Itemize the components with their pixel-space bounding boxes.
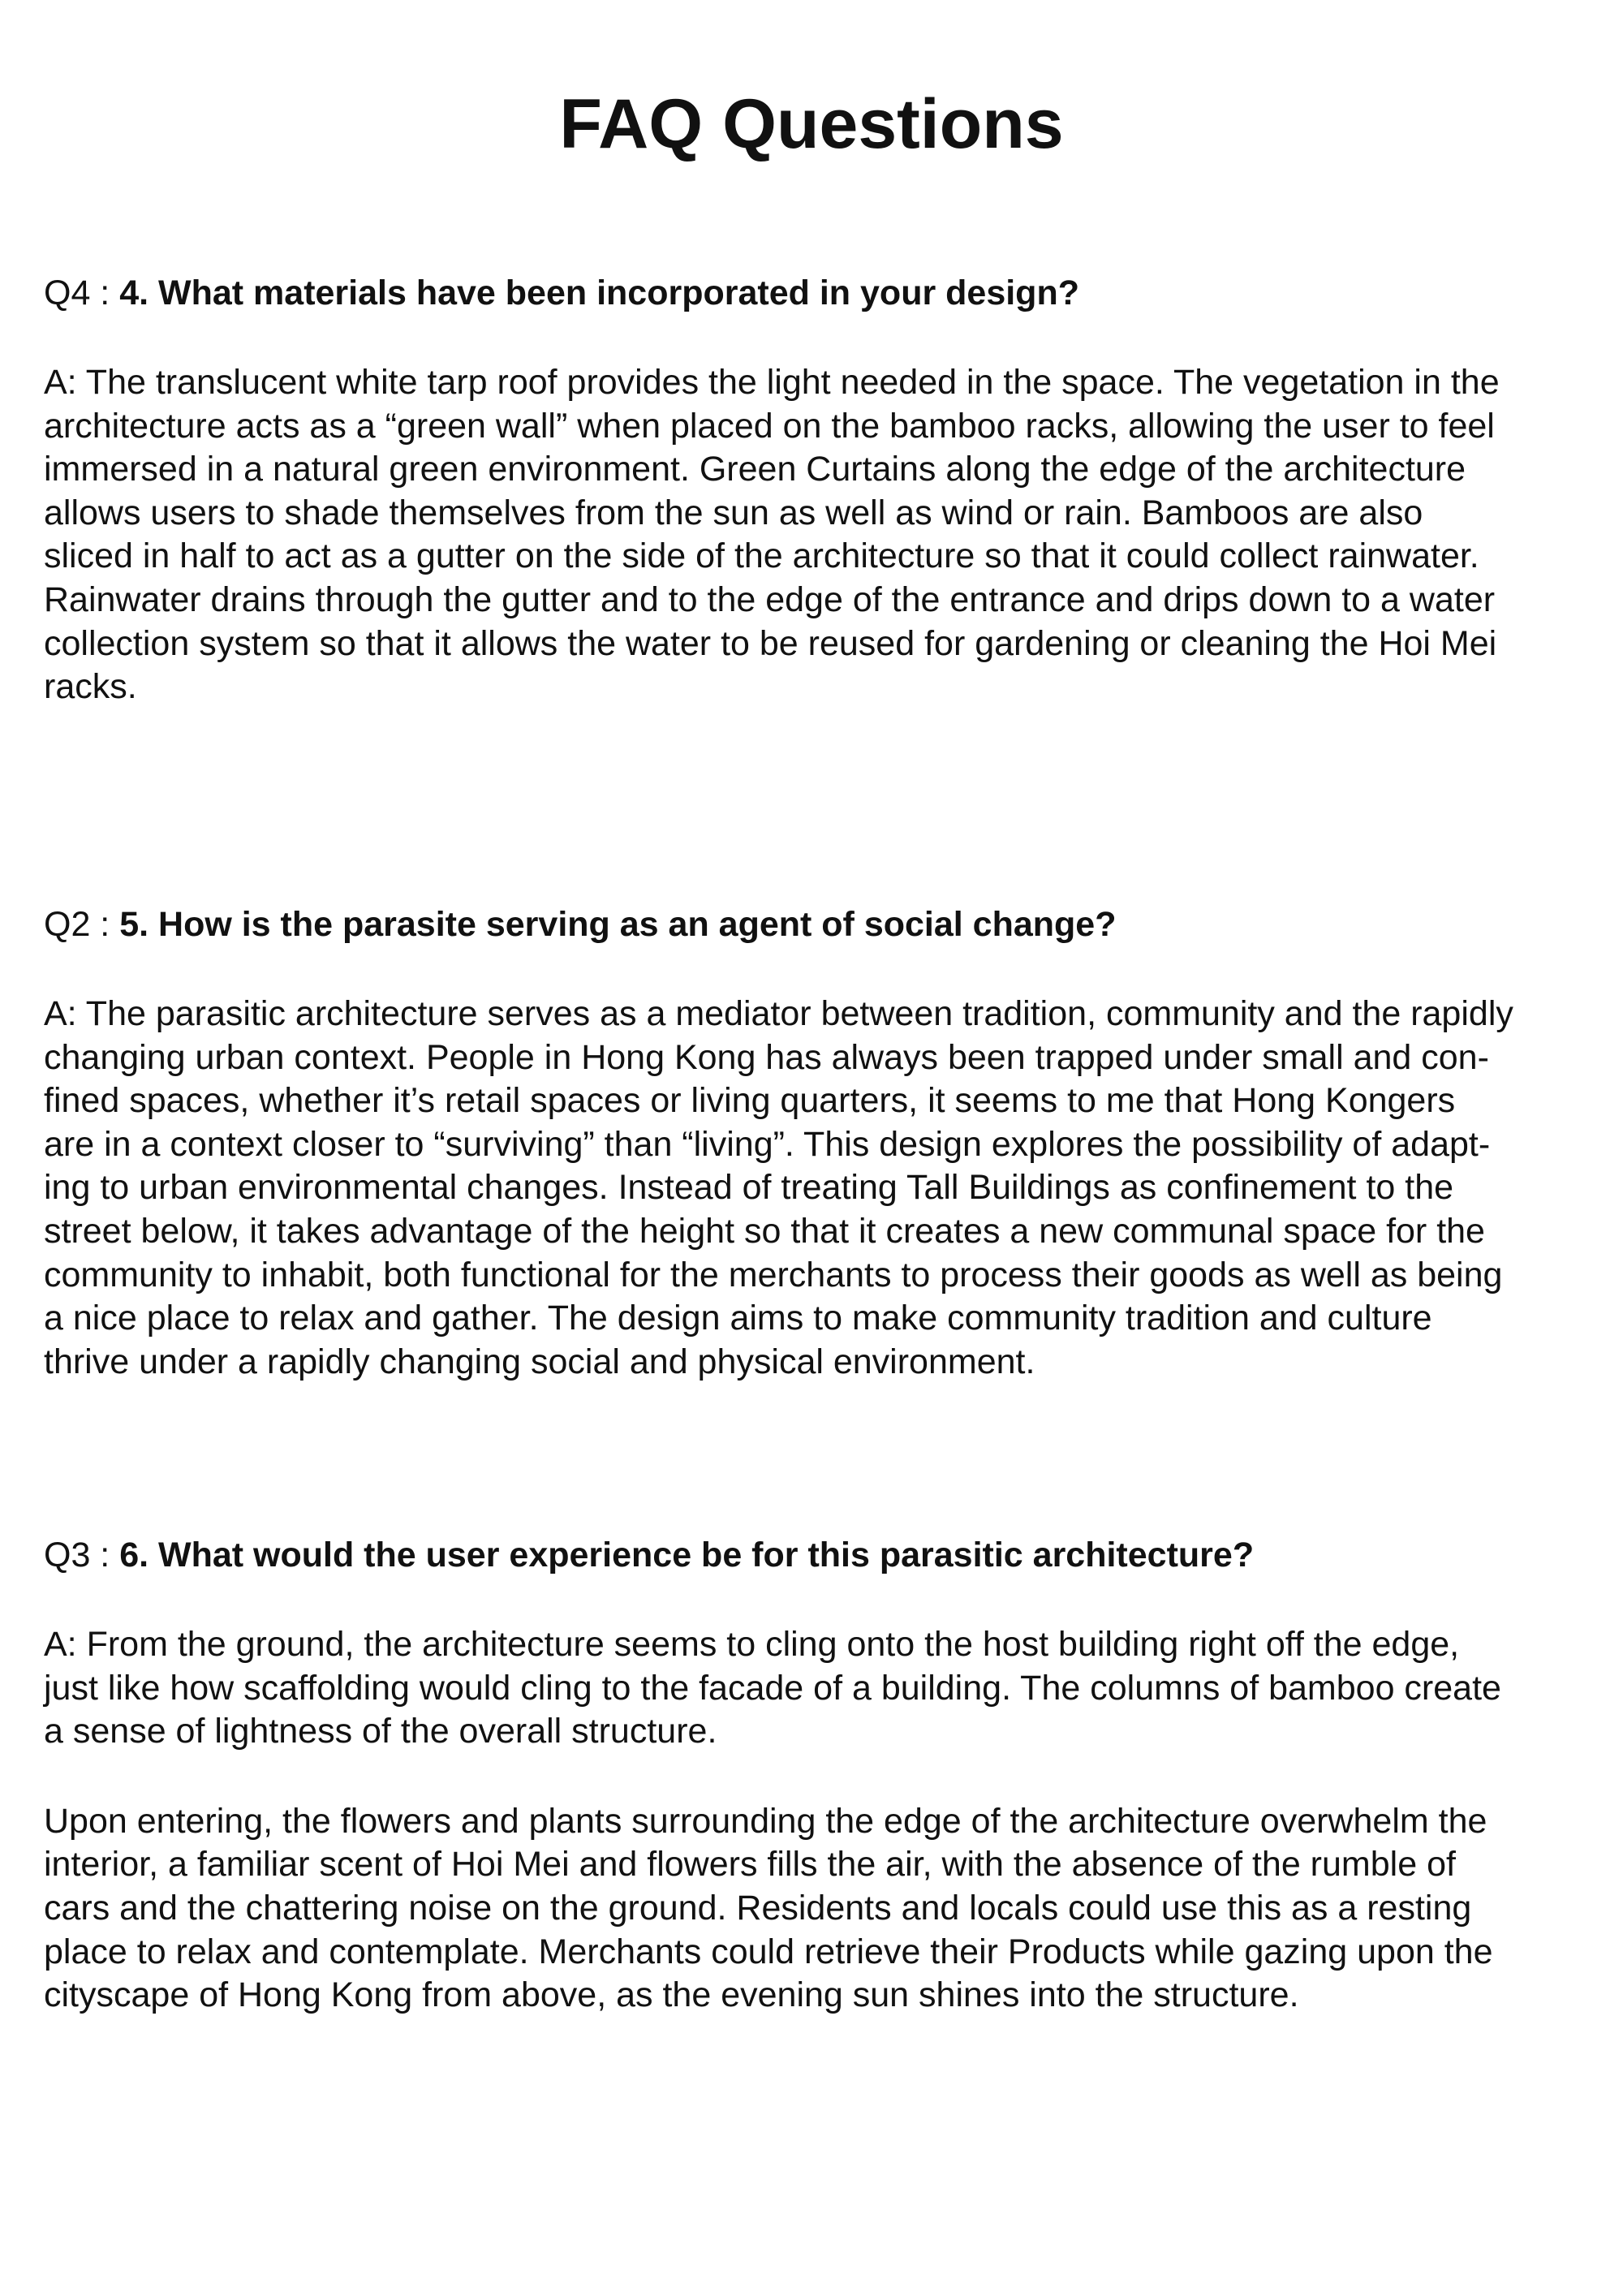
page-title: FAQ Questions	[559, 85, 1064, 163]
answer-line: cityscape of Hong Kong from above, as the evening sun shines into the structure.	[44, 1975, 1299, 2015]
answer-line: Rainwater drains through the gutter and to the edge of the entrance and drips down to a water	[44, 579, 1496, 619]
answer-line: are in a context closer to “surviving” than “living”. This design explores the possibility of adapt-	[44, 1124, 1491, 1164]
answer-line: allows users to shade themselves from the sun as well as wind or rain. Bamboos are also	[44, 493, 1423, 532]
question-number: Q3 :	[44, 1536, 120, 1574]
answer-line: Upon entering, the flowers and plants surrounding the edge of the architecture overwhelm the	[44, 1801, 1487, 1841]
faq-item	[44, 271, 1586, 709]
faq-question	[44, 271, 1586, 315]
answer-line: ing to urban environmental changes. Instead of treating Tall Buildings as confinement to the	[44, 1168, 1454, 1208]
spacer	[44, 946, 1586, 993]
faq-question	[44, 902, 1586, 946]
answer-line: a nice place to relax and gather. The design aims to make community tradition and culture	[44, 1299, 1432, 1338]
question-text: 5. How is the parasite serving as an agent of social change?	[119, 905, 1117, 944]
answer-line: sliced in half to act as a gutter on the side of the architecture so that it could collect rainwater.	[44, 536, 1479, 576]
answer-line: fined spaces, whether it’s retail spaces or living quarters, it seems to me that Hong Kongers	[44, 1081, 1456, 1121]
answer-line: architecture acts as a “green wall” when placed on the bamboo racks, allowing the user to feel	[44, 406, 1495, 446]
spacer	[44, 1754, 1586, 1800]
answer-line: cars and the chattering noise on the ground. Residents and locals could use this as a resting	[44, 1888, 1472, 1928]
spacer	[44, 315, 1586, 361]
answer-line: racks.	[44, 667, 137, 707]
answer-line: immersed in a natural green environment. Green Curtains along the edge of the architecture	[44, 450, 1466, 489]
answer-line: collection system so that it allows the water to be reused for gardening or cleaning the Hoi Mei	[44, 623, 1497, 663]
question-text: 6. What would the user experience be for this parasitic architecture?	[119, 1536, 1255, 1574]
faq-item	[44, 1533, 1586, 2018]
answer-line: place to relax and contemplate. Merchants could retrieve their Products while gazing upon the	[44, 1932, 1493, 1971]
answer-line: just like how scaffolding would cling to the facade of a building. The columns of bamboo create	[44, 1668, 1501, 1708]
answer-line: A: From the ground, the architecture seems to cling onto the host building right off the edge,	[44, 1625, 1460, 1664]
answer-line: A: The parasitic architecture serves as a mediator between tradition, community and the rapidly	[44, 994, 1513, 1033]
answer-line: street below, it takes advantage of the height so that it creates a new communal space for the	[44, 1211, 1485, 1251]
question-text: 4. What materials have been incorporated in your design?	[119, 274, 1079, 312]
question-number: Q2 :	[44, 905, 120, 944]
question-number: Q4 :	[44, 274, 120, 312]
faq-question	[44, 1533, 1586, 1577]
spacer	[44, 1577, 1586, 1623]
faq-answer	[44, 993, 1586, 1384]
faq-item	[44, 902, 1586, 1384]
answer-line: changing urban context. People in Hong Kong has always been trapped under small and con-	[44, 1037, 1489, 1077]
faq-answer	[44, 1623, 1586, 1754]
faq-answer	[44, 361, 1586, 709]
answer-line: interior, a familiar scent of Hoi Mei and flowers fills the air, with the absence of the rumble of	[44, 1845, 1456, 1885]
faq-answer	[44, 1800, 1586, 2018]
answer-line: a sense of lightness of the overall structure.	[44, 1712, 717, 1751]
answer-line: thrive under a rapidly changing social and physical environment.	[44, 1342, 1035, 1381]
answer-line: community to inhabit, both functional for the merchants to process their goods as well as being	[44, 1255, 1503, 1294]
answer-line: A: The translucent white tarp roof provides the light needed in the space. The vegetation in the	[44, 363, 1500, 402]
